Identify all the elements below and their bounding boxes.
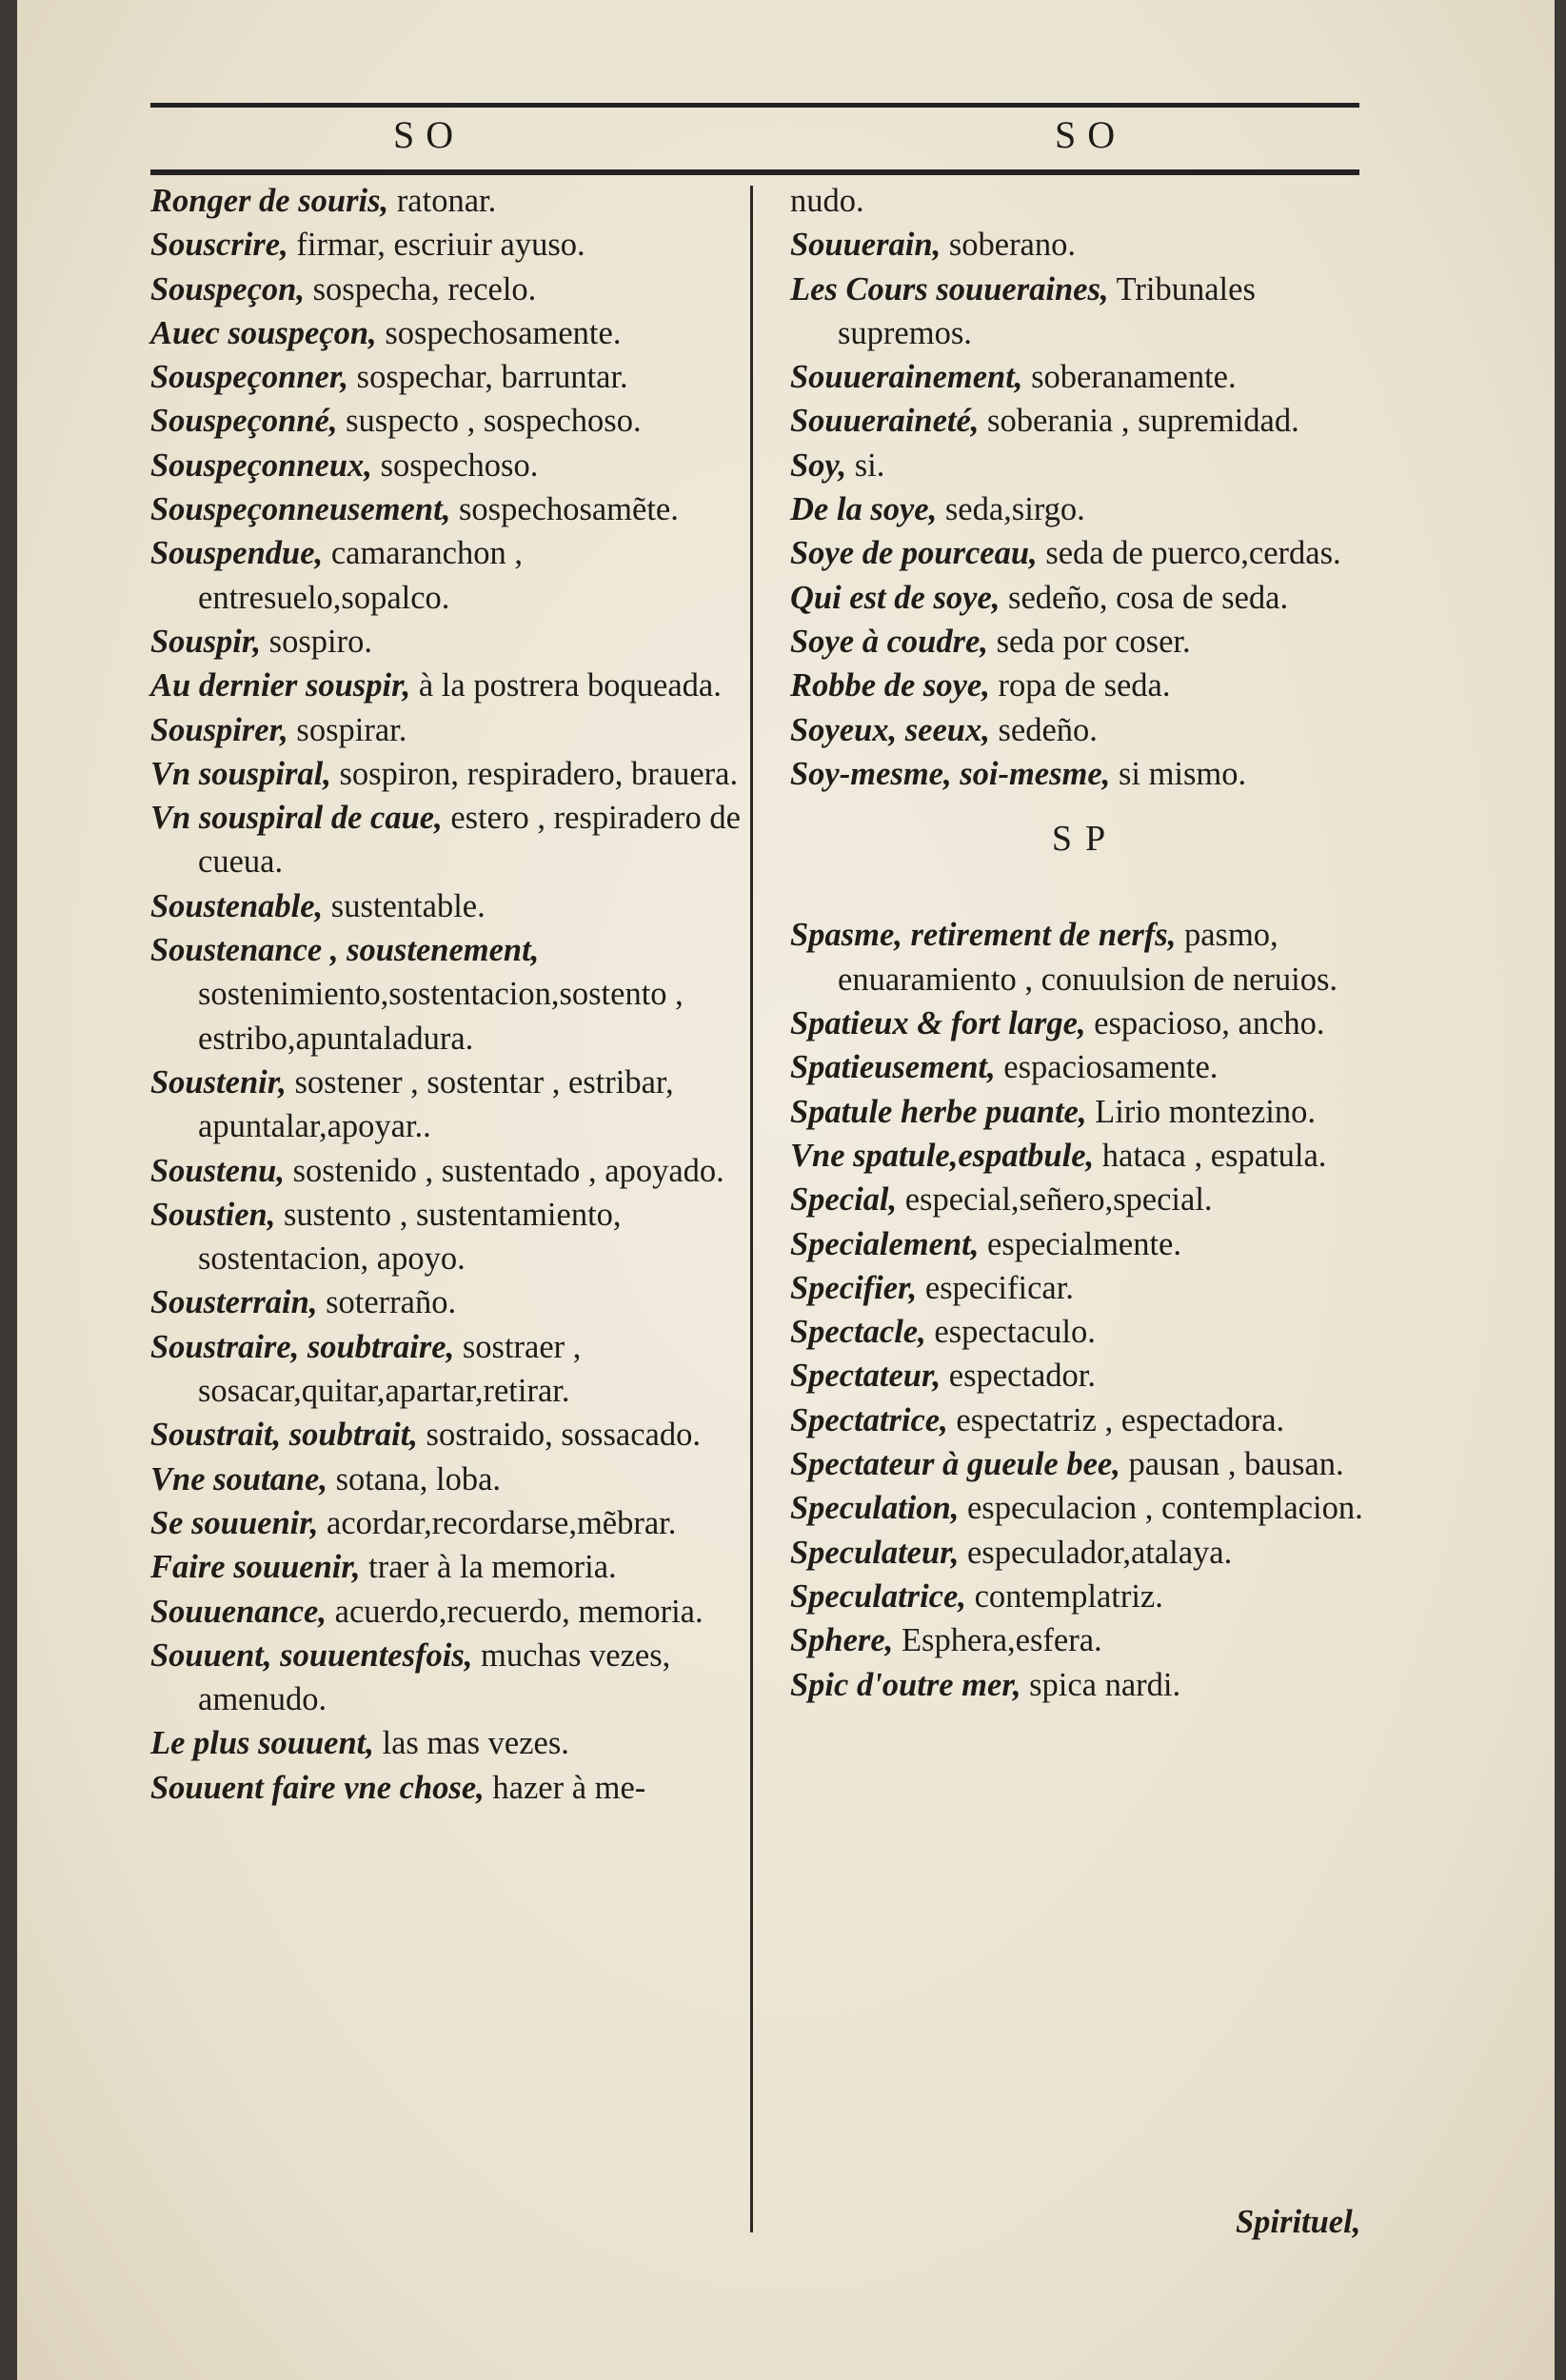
catchword: Spirituel, (1236, 2204, 1361, 2240)
entry-translation: soberania , supremidad. (979, 403, 1299, 440)
entry-headword: Au dernier souspir, (150, 667, 411, 704)
dictionary-entry (150, 1413, 741, 1457)
dictionary-entry (150, 1545, 741, 1589)
dictionary-entry (790, 1134, 1380, 1178)
dictionary-entry (150, 1193, 741, 1281)
entry-translation: traer à la memoria. (360, 1549, 617, 1586)
running-head-left: SO (393, 113, 466, 156)
dictionary-entry (150, 444, 741, 487)
left-column (150, 179, 741, 1810)
dictionary-entry (790, 1310, 1380, 1354)
entry-headword: Sousterrain, (150, 1284, 318, 1321)
entry-translation: sospechar, barruntar. (348, 359, 628, 396)
dictionary-entry (790, 1178, 1380, 1221)
right-column-so-entries (790, 179, 1380, 796)
entry-translation: ratonar. (388, 183, 497, 219)
entry-translation: espacioso, ancho. (1085, 1005, 1325, 1042)
right-column-sp-entries (790, 913, 1380, 1706)
header-top-rule (150, 103, 1359, 108)
entry-translation: firmar, escriuir ayuso. (287, 227, 585, 264)
dictionary-page (17, 0, 1555, 2380)
entry-headword: Robbe de soye, (790, 667, 990, 704)
dictionary-entry (150, 268, 741, 311)
dictionary-entry (150, 487, 741, 531)
dictionary-entry (150, 1149, 741, 1193)
dictionary-entry (790, 1442, 1380, 1486)
entry-translation: sospiro. (261, 623, 372, 660)
entry-translation: las mas vezes. (373, 1725, 569, 1762)
dictionary-entry (150, 928, 741, 1061)
entry-translation: seda por coser. (987, 623, 1191, 660)
entry-headword: Souuenance, (150, 1593, 327, 1630)
dictionary-entry (790, 1222, 1380, 1266)
entry-translation: sostenimiento,sostentacion,sostento , estribo,apuntaladura. (198, 976, 684, 1057)
entry-translation: sospechoso. (371, 446, 539, 484)
entry-headword: Soustraire, soubtraire, (150, 1328, 455, 1365)
entry-translation: especulador,atalaya. (959, 1534, 1233, 1571)
entry-translation: sedeño, cosa de seda. (1000, 579, 1289, 616)
dictionary-entry (150, 399, 741, 443)
entry-translation: à la postrera boqueada. (410, 667, 722, 704)
entry-headword: Soustenance , soustenement, (150, 932, 540, 969)
entry-translation: especialmente. (979, 1225, 1181, 1262)
dictionary-entry (150, 1458, 741, 1501)
dictionary-entry (150, 1634, 741, 1722)
dictionary-entry (150, 752, 741, 796)
dictionary-entry (150, 708, 741, 752)
entry-translation: seda de puerco,cerdas. (1037, 535, 1341, 572)
entry-translation: Esphera,esfera. (893, 1622, 1102, 1659)
entry-translation: especulacion , contemplacion. (959, 1490, 1363, 1527)
entry-headword: Spectateur, (790, 1358, 942, 1395)
entry-headword: Le plus souuent, (150, 1725, 374, 1762)
dictionary-entry (790, 620, 1380, 664)
entry-translation: sostenido , sustentado , apoyado. (284, 1152, 724, 1189)
entry-translation: sospechosamente. (376, 314, 622, 351)
entry-headword: Se souuenir, (150, 1504, 319, 1541)
entry-translation: sostener , sostentar , estribar, apuntalar,apoyar.. (198, 1063, 674, 1145)
column-divider (750, 186, 753, 2232)
dictionary-entry (790, 444, 1380, 487)
entry-translation: sotana, loba. (327, 1460, 502, 1497)
entry-translation: soberano. (941, 227, 1076, 264)
entry-translation: Tribunales supremos. (838, 270, 1256, 351)
entry-headword: Soustien, (150, 1196, 276, 1233)
entry-translation: sustentable. (323, 887, 486, 924)
entry-translation: soterraño. (317, 1284, 457, 1321)
entry-translation: contemplatriz. (965, 1577, 1163, 1615)
header-bottom-rule (150, 169, 1359, 175)
entry-headword: Souuerainement, (790, 359, 1023, 396)
dictionary-entry (150, 311, 741, 355)
dictionary-entry (790, 664, 1380, 707)
entry-headword: Souuent faire vne chose, (150, 1769, 485, 1806)
dictionary-entry (790, 1002, 1380, 1045)
entry-translation: spica nardi. (1021, 1666, 1181, 1703)
entry-headword: Faire souuenir, (150, 1549, 361, 1586)
entry-headword: Soy-mesme, soi-mesme, (790, 755, 1111, 792)
dictionary-entry (790, 576, 1380, 620)
entry-headword: Souuent, souuentesfois, (150, 1636, 473, 1674)
entry-translation: sedeño. (989, 711, 1098, 748)
dictionary-entry (790, 1575, 1380, 1618)
entry-headword: Special, (790, 1181, 898, 1219)
entry-translation: sostraido, sossacado. (417, 1417, 701, 1454)
dictionary-entry (790, 1354, 1380, 1398)
dictionary-entry (150, 664, 741, 707)
dictionary-entry (790, 268, 1380, 356)
entry-translation: soberanamente. (1022, 359, 1237, 396)
entry-translation: hazer à me- (484, 1769, 646, 1806)
entry-translation: hataca , espatula. (1094, 1137, 1327, 1174)
dictionary-entry (790, 1266, 1380, 1310)
dictionary-entry (790, 355, 1380, 399)
entry-translation: camaranchon , entresuelo,sopalco. (198, 535, 523, 616)
entry-headword: Souueraineté, (790, 403, 980, 440)
entry-headword: Spasme, retirement de nerfs, (790, 917, 1177, 954)
entry-headword: Qui est de soye, (790, 579, 1001, 616)
entry-translation: espectaculo. (925, 1314, 1096, 1351)
entry-headword: Sphere, (790, 1622, 894, 1659)
entry-headword: Vn souspiral de caue, (150, 800, 443, 837)
entry-headword: Souspeçon, (150, 270, 305, 307)
dictionary-entry (150, 1280, 741, 1324)
entry-headword: Souspeçonneusement, (150, 491, 451, 528)
entry-headword: Vn souspiral, (150, 755, 331, 792)
entry-translation: si mismo. (1110, 755, 1247, 792)
entry-headword: Souspeçonner, (150, 359, 349, 396)
entry-translation: si. (846, 446, 885, 484)
entry-headword: Souspeçonné, (150, 403, 338, 440)
entry-translation: espectatriz , espectadora. (947, 1401, 1285, 1438)
dictionary-entry (790, 223, 1380, 267)
entry-headword: Spatieusement, (790, 1049, 996, 1086)
entry-translation: sospecha, recelo. (305, 270, 537, 307)
dictionary-entry (790, 1045, 1380, 1089)
entry-headword: Souuerain, (790, 227, 942, 264)
dictionary-entry (790, 399, 1380, 443)
entry-translation: sospechosamẽte. (450, 491, 679, 528)
dictionary-entry (150, 531, 741, 620)
entry-headword: Les Cours souueraines, (790, 270, 1109, 307)
entry-headword: Soye de pourceau, (790, 535, 1038, 572)
entry-headword: Soustenable, (150, 887, 324, 924)
entry-headword: Vne spatule,espatbule, (790, 1137, 1095, 1174)
entry-translation: sustento , sustentamiento, sostentacion, apoyo. (198, 1196, 622, 1278)
entry-headword: Vne soutane, (150, 1460, 327, 1497)
dictionary-entry (790, 531, 1380, 575)
dictionary-entry (150, 1061, 741, 1149)
entry-headword: Auec souspeçon, (150, 314, 377, 351)
dictionary-entry (790, 708, 1380, 752)
dictionary-entry (150, 355, 741, 399)
dictionary-entry (150, 796, 741, 884)
entry-headword: Spectateur à gueule bee, (790, 1446, 1120, 1483)
entry-translation: espaciosamente. (995, 1049, 1219, 1086)
entry-headword: Spatule herbe puante, (790, 1093, 1087, 1130)
dictionary-entry (150, 179, 741, 223)
dictionary-entry (790, 1486, 1380, 1530)
dictionary-entry (790, 1618, 1380, 1662)
entry-headword: Souscrire, (150, 227, 288, 264)
entry-headword: Souspirer, (150, 711, 288, 748)
entry-translation: Lirio montezino. (1086, 1093, 1316, 1130)
entry-headword: Souspeçonneux, (150, 446, 372, 484)
entry-headword: Speculatrice, (790, 1577, 966, 1615)
entry-headword: Spatieux & fort large, (790, 1005, 1086, 1042)
entry-headword: Souspir, (150, 623, 262, 660)
entry-translation: nudo. (790, 183, 864, 219)
entry-translation: sospirar. (287, 711, 407, 748)
dictionary-entry (790, 179, 1380, 223)
entry-translation: muchas vezes, amenudo. (198, 1636, 671, 1718)
entry-headword: Soustrait, soubtrait, (150, 1417, 418, 1454)
dictionary-entry (790, 1531, 1380, 1575)
entry-translation: suspecto , sospechoso. (337, 403, 642, 440)
dictionary-entry (790, 1663, 1380, 1707)
entry-headword: Soustenir, (150, 1063, 287, 1101)
entry-translation: acordar,recordarse,mẽbrar. (318, 1504, 677, 1541)
entry-headword: Specifier, (790, 1269, 918, 1306)
section-heading: SP (1051, 819, 1120, 860)
dictionary-entry (790, 752, 1380, 796)
entry-translation: especificar. (917, 1269, 1074, 1306)
dictionary-entry (150, 1721, 741, 1765)
entry-headword: Speculation, (790, 1490, 960, 1527)
entry-headword: Soyeux, seeux, (790, 711, 990, 748)
entry-translation: estero , respiradero de cueua. (198, 800, 741, 881)
entry-headword: Ronger de souris, (150, 183, 389, 219)
dictionary-entry (150, 620, 741, 664)
entry-headword: De la soye, (790, 491, 938, 528)
entry-headword: Speculateur, (790, 1534, 960, 1571)
entry-translation: especial,señero,special. (897, 1181, 1213, 1219)
entry-translation: sostraer , sosacar,quitar,apartar,retirar. (198, 1328, 582, 1410)
entry-headword: Specialement, (790, 1225, 980, 1262)
entry-headword: Soy, (790, 446, 847, 484)
dictionary-entry (790, 1398, 1380, 1442)
dictionary-entry (790, 487, 1380, 531)
entry-headword: Soye à coudre, (790, 623, 988, 660)
entry-translation: espectador. (941, 1358, 1096, 1395)
dictionary-entry (150, 1766, 741, 1810)
entry-translation: ropa de seda. (989, 667, 1171, 704)
entry-headword: Spic d'outre mer, (790, 1666, 1021, 1703)
entry-headword: Souspendue, (150, 535, 324, 572)
dictionary-entry (150, 1325, 741, 1414)
running-head-right: SO (1055, 113, 1127, 156)
right-column (790, 179, 1380, 1707)
entry-translation: acuerdo,recuerdo, memoria. (327, 1593, 704, 1630)
dictionary-entry (150, 1501, 741, 1545)
dictionary-entry (150, 223, 741, 267)
dictionary-entry (790, 1090, 1380, 1134)
entry-headword: Spectacle, (790, 1314, 926, 1351)
entry-translation: sospiron, respiradero, brauera. (330, 755, 739, 792)
dictionary-entry (790, 913, 1380, 1002)
entry-headword: Soustenu, (150, 1152, 285, 1189)
dictionary-entry (150, 1590, 741, 1634)
entry-translation: pasmo, enuaramiento , conuulsion de neruios. (838, 917, 1338, 998)
entry-translation: pausan , bausan. (1120, 1446, 1344, 1483)
running-header (150, 95, 1359, 171)
dictionary-entry (150, 884, 741, 928)
entry-translation: seda,sirgo. (937, 491, 1085, 528)
entry-headword: Spectatrice, (790, 1401, 948, 1438)
